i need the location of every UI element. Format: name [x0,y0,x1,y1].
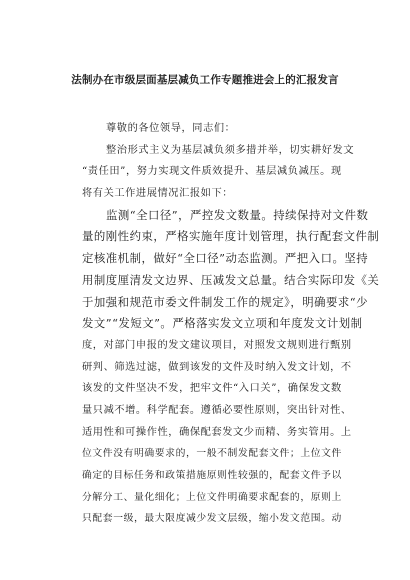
document-title: 法制办在市级层面基层减负工作专题推进会上的汇报发言 [71,74,339,86]
body-line: 分解分工、量化细化；上位文件明确要求配套的，原则上 [82,491,342,503]
body-line: 发文”“发短文”。严格落实发文立项和年度发文计划制 [82,316,363,331]
body-line: 将有关工作进展情况汇报如下： [82,188,234,200]
body-line: 用制度厘清发文边界、压减发文总量。结合实际印发《关 [82,272,380,287]
body-line: 确定的目标任务和政策措施原则性较强的，配套文件予以 [82,470,342,481]
body-line: 研判、筛选过滤，做到该发的文件及时纳入发文计划，不 [82,361,352,373]
body-line: 监测“全口径”，严控发文数量。持续保持对文件数 [106,207,369,222]
body-line: 只配套一级，最大限度减少发文层级，缩小发文范围。动 [82,513,342,525]
body-line: 该发的文件坚决不发，把牢文件“入口关”，确保发文数 [82,383,342,395]
salutation-line: 尊敬的各位领导，同志们： [106,123,236,134]
body-line: 位文件没有明确要求的，一般不制发配套文件；上位文件 [82,448,342,460]
body-line: 量的刚性约束，严格实施年度计划管理，执行配套文件制 [82,229,380,244]
body-line: 于加强和规范市委文件制发工作的规定》，明确要求“少 [82,294,368,309]
document-body [82,118,380,530]
body-line: 适用性和可操作性，确保配套发文少而精、务实管用。上 [82,426,352,438]
body-line: 整治形式主义为基层减负须多措并举，切实耕好发文 [106,144,355,156]
body-line: 定核准机制，做好“全口径”动态监测。严把入口。坚持 [82,251,369,266]
body-line: 量只减不增。科学配套。遵循必要性原则，突出针对性、 [82,404,352,416]
body-line: “责任田”，努力实现文件质效提升、基层减负减压。现 [82,166,342,178]
body-line: 度，对部门申报的发文建议项目，对照发文规则进行甄别 [82,339,352,351]
